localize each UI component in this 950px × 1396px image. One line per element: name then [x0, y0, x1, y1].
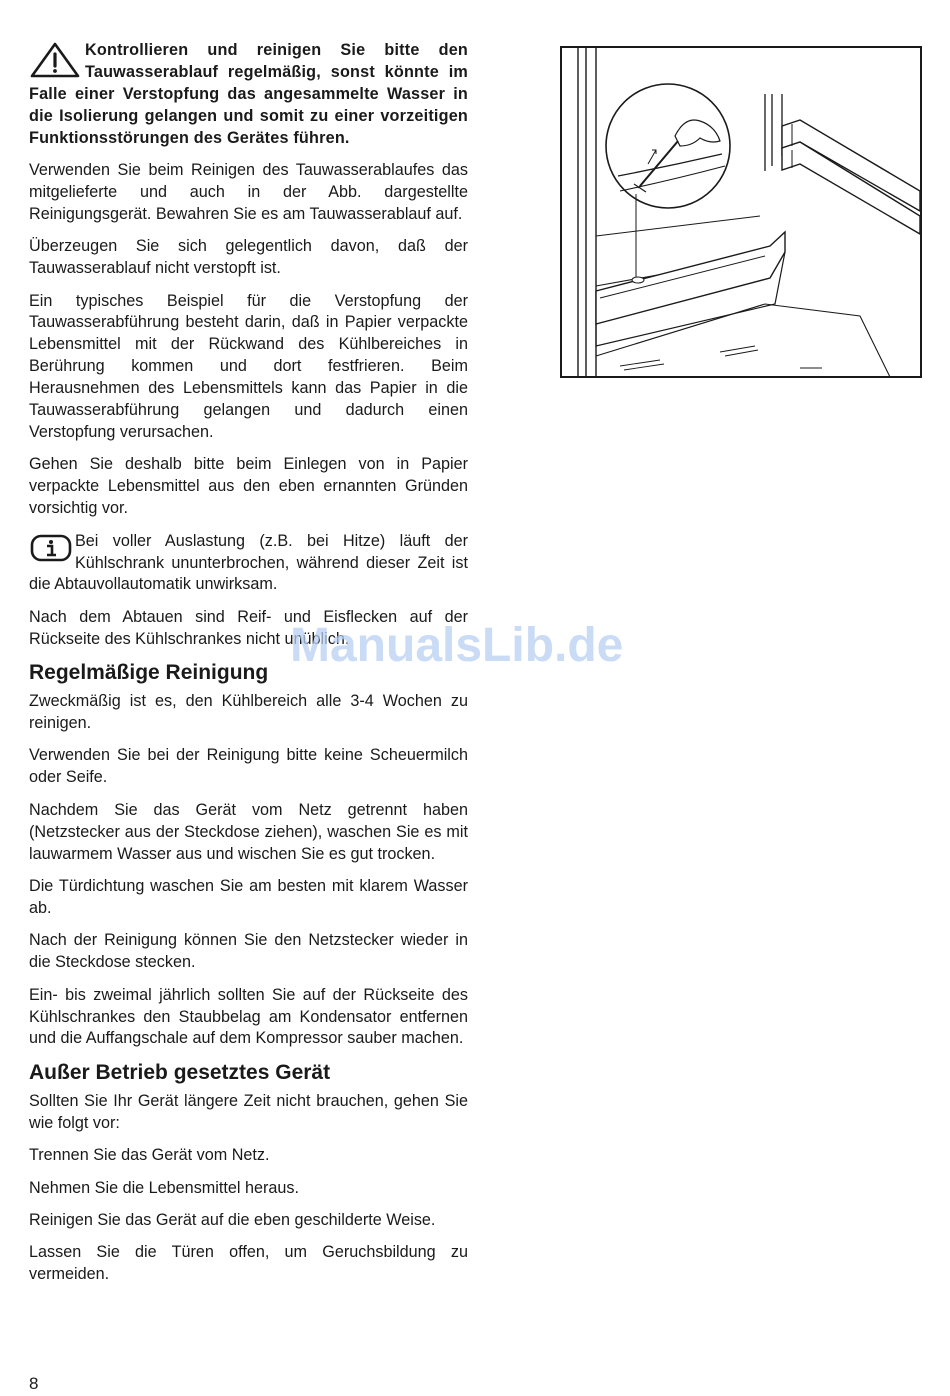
info-paragraph [29, 531, 468, 597]
paragraph: Sollten Sie Ihr Gerät längere Zeit nicht brauchen, gehen Sie wie folgt vor: [29, 1091, 468, 1132]
paragraph: Zweckmäßig ist es, den Kühlbereich alle 3-4 Wochen zu reinigen. [29, 692, 468, 733]
warning-paragraph [29, 40, 468, 150]
paragraph: Verwenden Sie beim Reinigen des Tauwasserablaufes das mitgelieferte und auch in der Abb. dargestellte Reinigungsgerät. Bewahren Sie es am Tauwasserablauf auf. [29, 161, 468, 223]
paragraph: Ein typisches Beispiel für die Verstopfung der Tauwasserabführung besteht darin, daß in Papier verpackte Lebensmittel mit der Rückwand des Kühlbereiches in Berührung kommen und dort festfrieren. Beim Herausnehmen des Lebensmittels kann das Papier in die Tauwasserabführung gelangen und dadurch einen Verstopfung verursachen. [29, 291, 468, 441]
paragraph: Nehmen Sie die Lebensmittel heraus. [29, 1178, 299, 1197]
warning-text: Kontrollieren und reinigen Sie bitte den Tauwasserablauf regelmäßig, sonst könnte im Falle einer Verstopfung das angesammelte Wasser in die Isolierung gelangen und somit zu einer vorzeitigen Funktionsstörungen des Gerätes führen. [29, 41, 468, 147]
info-text: Bei voller Auslastung (z.B. bei Hitze) läuft der Kühlschrank ununterbrochen, während dieser Zeit ist die Abtauvollautomatik unwirksam. [29, 531, 468, 594]
paragraph: Trennen Sie das Gerät vom Netz. [29, 1146, 270, 1165]
section-heading-cleaning: Regelmäßige Reinigung [29, 661, 269, 685]
paragraph: Überzeugen Sie sich gelegentlich davon, daß der Tauwasserablauf nicht verstopft ist. [29, 237, 468, 278]
paragraph: Reinigen Sie das Gerät auf die eben geschilderte Weise. [29, 1210, 436, 1229]
section-heading-out-of-service: Außer Betrieb gesetztes Gerät [29, 1060, 331, 1084]
paragraph: Nach der Reinigung können Sie den Netzstecker wieder in die Steckdose stecken. [29, 931, 468, 972]
paragraph: Lassen Sie die Türen offen, um Geruchsbildung zu vermeiden. [29, 1243, 468, 1284]
page-number: 8 [29, 1374, 39, 1393]
watermark: ManualsLib.de [290, 619, 624, 672]
paragraph: Ein- bis zweimal jährlich sollten Sie auf der Rückseite des Kühlschrankes den Staubbelag am Kondensator entfernen und die Auffangschale auf dem Kompressor sauber machen. [29, 985, 468, 1048]
drain-cleaning-illustration [560, 46, 922, 378]
info-icon [29, 533, 73, 563]
paragraph: Die Türdichtung waschen Sie am besten mit klarem Wasser ab. [29, 877, 468, 917]
paragraph: Gehen Sie deshalb bitte beim Einlegen von in Papier verpackte Lebensmittel aus den eben ernannten Gründen vorsichtig vor. [29, 455, 468, 518]
paragraph: Nach dem Abtauen sind Reif- und Eisflecken auf der Rückseite des Kühlschrankes nicht unüblich. [29, 607, 468, 648]
paragraph: Nachdem Sie das Gerät vom Netz getrennt haben (Netzstecker aus der Steckdose ziehen), waschen Sie es mit lauwarmem Wasser aus und wischen Sie es gut trocken. [29, 800, 468, 863]
warning-triangle-icon [29, 42, 81, 78]
paragraph: Verwenden Sie bei der Reinigung bitte keine Scheuermilch oder Seife. [29, 746, 468, 787]
